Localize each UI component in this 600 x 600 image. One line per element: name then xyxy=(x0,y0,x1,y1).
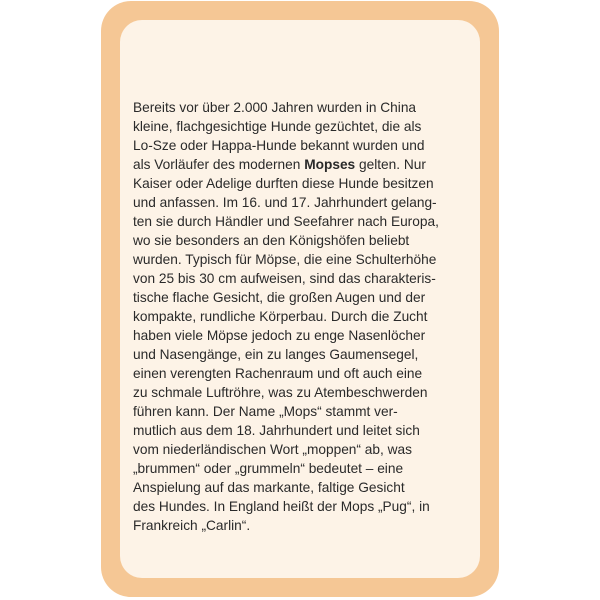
text-line-9: wurden. Typisch für Möpse, die eine Schulterhöhe xyxy=(133,252,437,267)
text-line-12: kompakte, rundliche Körperbau. Durch die Zucht xyxy=(133,309,428,324)
text-line-18: mutlich aus dem 18. Jahrhundert und leitet sich xyxy=(133,423,420,438)
text-line-5: Kaiser oder Adelige durften diese Hunde besitzen xyxy=(133,176,434,191)
text-line-15: einen verengten Rachenraum und oft auch eine xyxy=(133,366,423,381)
text-line-8: wo sie besonders an den Königshöfen beliebt xyxy=(133,233,410,248)
text-line-4 xyxy=(133,155,478,174)
highlight-mopses: Mopses xyxy=(304,157,356,172)
text-line-4-start: als Vorläufer des modernen xyxy=(133,157,305,172)
text-line-6: und anfassen. Im 16. und 17. Jahrhundert gelang- xyxy=(133,195,437,210)
text-line-19: vom niederländischen Wort „moppen“ ab, was xyxy=(133,442,412,457)
text-line-22: des Hundes. In England heißt der Mops „Pug“, in xyxy=(133,499,430,514)
card-body-text xyxy=(133,98,478,535)
text-line-20: „brummen“ oder „grummeln“ bedeutet – eine xyxy=(133,461,404,476)
card-text-panel xyxy=(120,20,480,578)
text-line-1: Bereits vor über 2.000 Jahren wurden in China xyxy=(133,100,417,115)
text-line-13: haben viele Möpse jedoch zu enge Nasenlöcher xyxy=(133,328,426,343)
info-card xyxy=(101,1,499,597)
text-line-11: tische flache Gesicht, die großen Augen und der xyxy=(133,290,426,305)
text-line-3: Lo-Sze oder Happa-Hunde bekannt wurden und xyxy=(133,138,425,153)
text-line-14: und Nasengänge, ein zu langes Gaumensegel, xyxy=(133,347,419,362)
text-line-4-end: gelten. Nur xyxy=(355,157,426,172)
text-line-2: kleine, flachgesichtige Hunde gezüchtet, die als xyxy=(133,119,422,134)
text-line-10: von 25 bis 30 cm aufweisen, sind das charakteris- xyxy=(133,271,436,286)
text-line-21: Anspielung auf das markante, faltige Gesicht xyxy=(133,480,405,495)
text-line-23: Frankreich „Carlin“. xyxy=(133,518,251,533)
text-line-17: führen kann. Der Name „Mops“ stammt ver- xyxy=(133,404,398,419)
text-line-7: ten sie durch Händler und Seefahrer nach Europa, xyxy=(133,214,439,229)
text-line-16: zu schmale Luftröhre, was zu Atembeschwerden xyxy=(133,385,428,400)
